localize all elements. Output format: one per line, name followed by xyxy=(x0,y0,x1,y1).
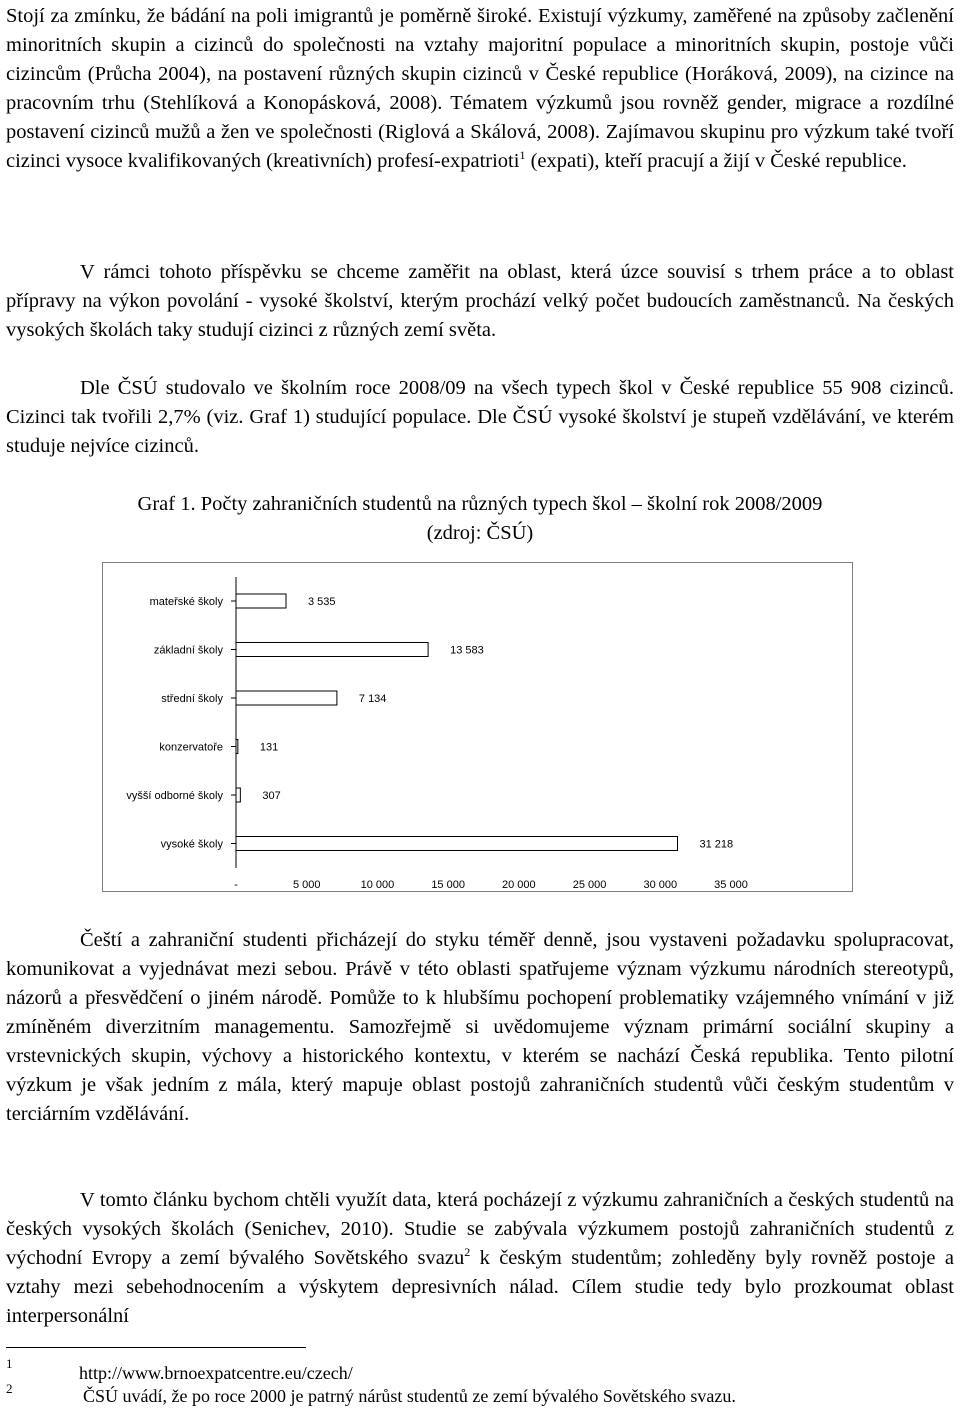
category-label-2: střední školy xyxy=(161,693,223,705)
bar-1 xyxy=(236,643,428,657)
value-label-0: 3 535 xyxy=(307,596,336,608)
paragraph-5-text: V tomto článku bychom chtěli využít data, která pocházejí z výzkumu zahraničních a českých studentů na českých vysokých školách (Senichev, 2010). Studie se zabývala výzkumem postojů zahraničních studentů z východní Evropy a zemí bývalého Sovětského svazu xyxy=(6,1189,954,1269)
category-label-1: základní školy xyxy=(153,644,223,657)
bar-3 xyxy=(236,740,238,754)
figure-caption-line-2: (zdroj: ČSÚ) xyxy=(426,522,534,544)
category-label-4: vyšší odborné školy xyxy=(126,790,223,802)
x-tick-label-2: 10 000 xyxy=(360,879,395,891)
paragraph-4: Čeští a zahraniční studenti přicházejí do styku téměř denně, jsou vystaveni požadavku spolupracovat, komunikovat a vyjednávat mezi sebou. Právě v této oblasti spatřujeme význam výzkumu národních stereotypů, názorů a přesvědčení o jiném národě. Pomůže to k hlubšímu pochopení problematiky vzájemného vnímání v již zmíněném diverzitním managementu. Samozřejmě si uvědomujeme význam primární sociální skupiny a vrstevnických skupin, výchovy a historického kontextu, v kterém se nachází Česká republika. Tento pilotní výzkum je však jedním z mála, který mapuje oblast postojů zahraničních studentů vůči českým studentům v terciárním vzdělávání. xyxy=(6,929,954,1125)
figure-caption-line-1: Graf 1. Počty zahraničních studentů na různých typech škol – školní rok 2008/2009 xyxy=(137,493,823,515)
x-tick-label-4: 20 000 xyxy=(502,879,536,891)
paragraph-5-end: k českým studentům; zohleděny byly rovněž postoje a vztahy mezi sebehodnocením a výskytem depresivních nálad. Cílem studie tedy bylo prozkoumat oblast interpersonální xyxy=(6,1247,954,1327)
footnote-ref-2: 2 xyxy=(464,1245,471,1260)
paragraph-2: V rámci tohoto příspěvku se chceme zaměřit na oblast, která úzce souvisí s trhem práce a to oblast přípravy na výkon povolání - vysoké školství, kterým prochází velký počet budoucích zaměstnanců. Na českých vysokých školách taky studují cizinci z různých zemí světa. xyxy=(6,261,954,341)
value-label-4: 307 xyxy=(262,790,281,802)
x-tick-label-0: - xyxy=(234,879,238,891)
x-tick-label-7: 35 000 xyxy=(714,879,748,891)
paragraph-1-text: Stojí za zmínku, že bádání na poli imigrantů je poměrně široké. Existují výzkumy, zaměřené na způsoby začlenění minoritních skupin a cizinců do společnosti na vztahy majoritní populace a minoritních skupin, postoje vůči cizincům (Průcha 2004), na postavení různých skupin cizinců v České republice (Horáková, 2009), na cizince na pracovním trhu (Stehlíková a Konopásková, 2008). Tématem výzkumů jsou rovněž gender, migrace a rozdílné postavení cizinců mužů a žen ve společnosti (Riglová a Skálová, 2008). Zajímavou skupinu pro výzkum také tvoří cizinci vysoce kvalifikovaných (kreativních) profesí-expatrioti xyxy=(6,5,954,172)
paragraph-3: Dle ČSÚ studovalo ve školním roce 2008/09 na všech typech škol v České republice 55 908 cizinců. Cizinci tak tvořili 2,7% (viz. Graf 1) studující populace. Dle ČSÚ vysoké školství je stupeň vzdělávání, ve kterém studuje nejvíce cizinců. xyxy=(6,377,954,457)
figure-caption xyxy=(0,490,960,548)
category-label-5: vysoké školy xyxy=(160,838,223,851)
value-label-3: 131 xyxy=(259,741,279,754)
footnote-1-link[interactable]: http://www.brnoexpatcentre.eu/czech/ xyxy=(79,1363,353,1383)
value-label-1: 13 583 xyxy=(450,644,484,657)
paragraph-1 xyxy=(6,2,954,176)
footnote-1-number: 1 xyxy=(6,1356,13,1371)
bar-2 xyxy=(236,691,337,705)
footnote-ref-1: 1 xyxy=(519,148,526,163)
category-label-3: konzervatoře xyxy=(159,741,223,754)
bar-5 xyxy=(236,837,678,851)
value-label-2: 7 134 xyxy=(358,693,387,705)
footnote-2-number: 2 xyxy=(6,1381,13,1396)
footnote-separator xyxy=(6,1347,306,1348)
x-tick-label-6: 30 000 xyxy=(643,879,678,891)
x-tick-label-1: 5 000 xyxy=(292,879,321,891)
category-label-0: mateřské školy xyxy=(149,596,223,608)
footnote-2-text: ČSÚ uvádí, že po roce 2000 je patrný nárůst studentů ze zemí bývalého Sovětského svazu. xyxy=(83,1386,736,1406)
paragraph-1-end: (expati), kteří pracují a žijí v České republice. xyxy=(525,150,907,172)
bar-4 xyxy=(236,788,240,802)
paragraph-5 xyxy=(6,1186,954,1331)
x-tick-label-3: 15 000 xyxy=(431,879,465,891)
bar-0 xyxy=(236,594,286,608)
value-label-5: 31 218 xyxy=(699,838,734,851)
x-tick-label-5: 25 000 xyxy=(572,879,607,891)
bar-chart-svg xyxy=(103,563,854,893)
bar-chart xyxy=(102,562,853,892)
